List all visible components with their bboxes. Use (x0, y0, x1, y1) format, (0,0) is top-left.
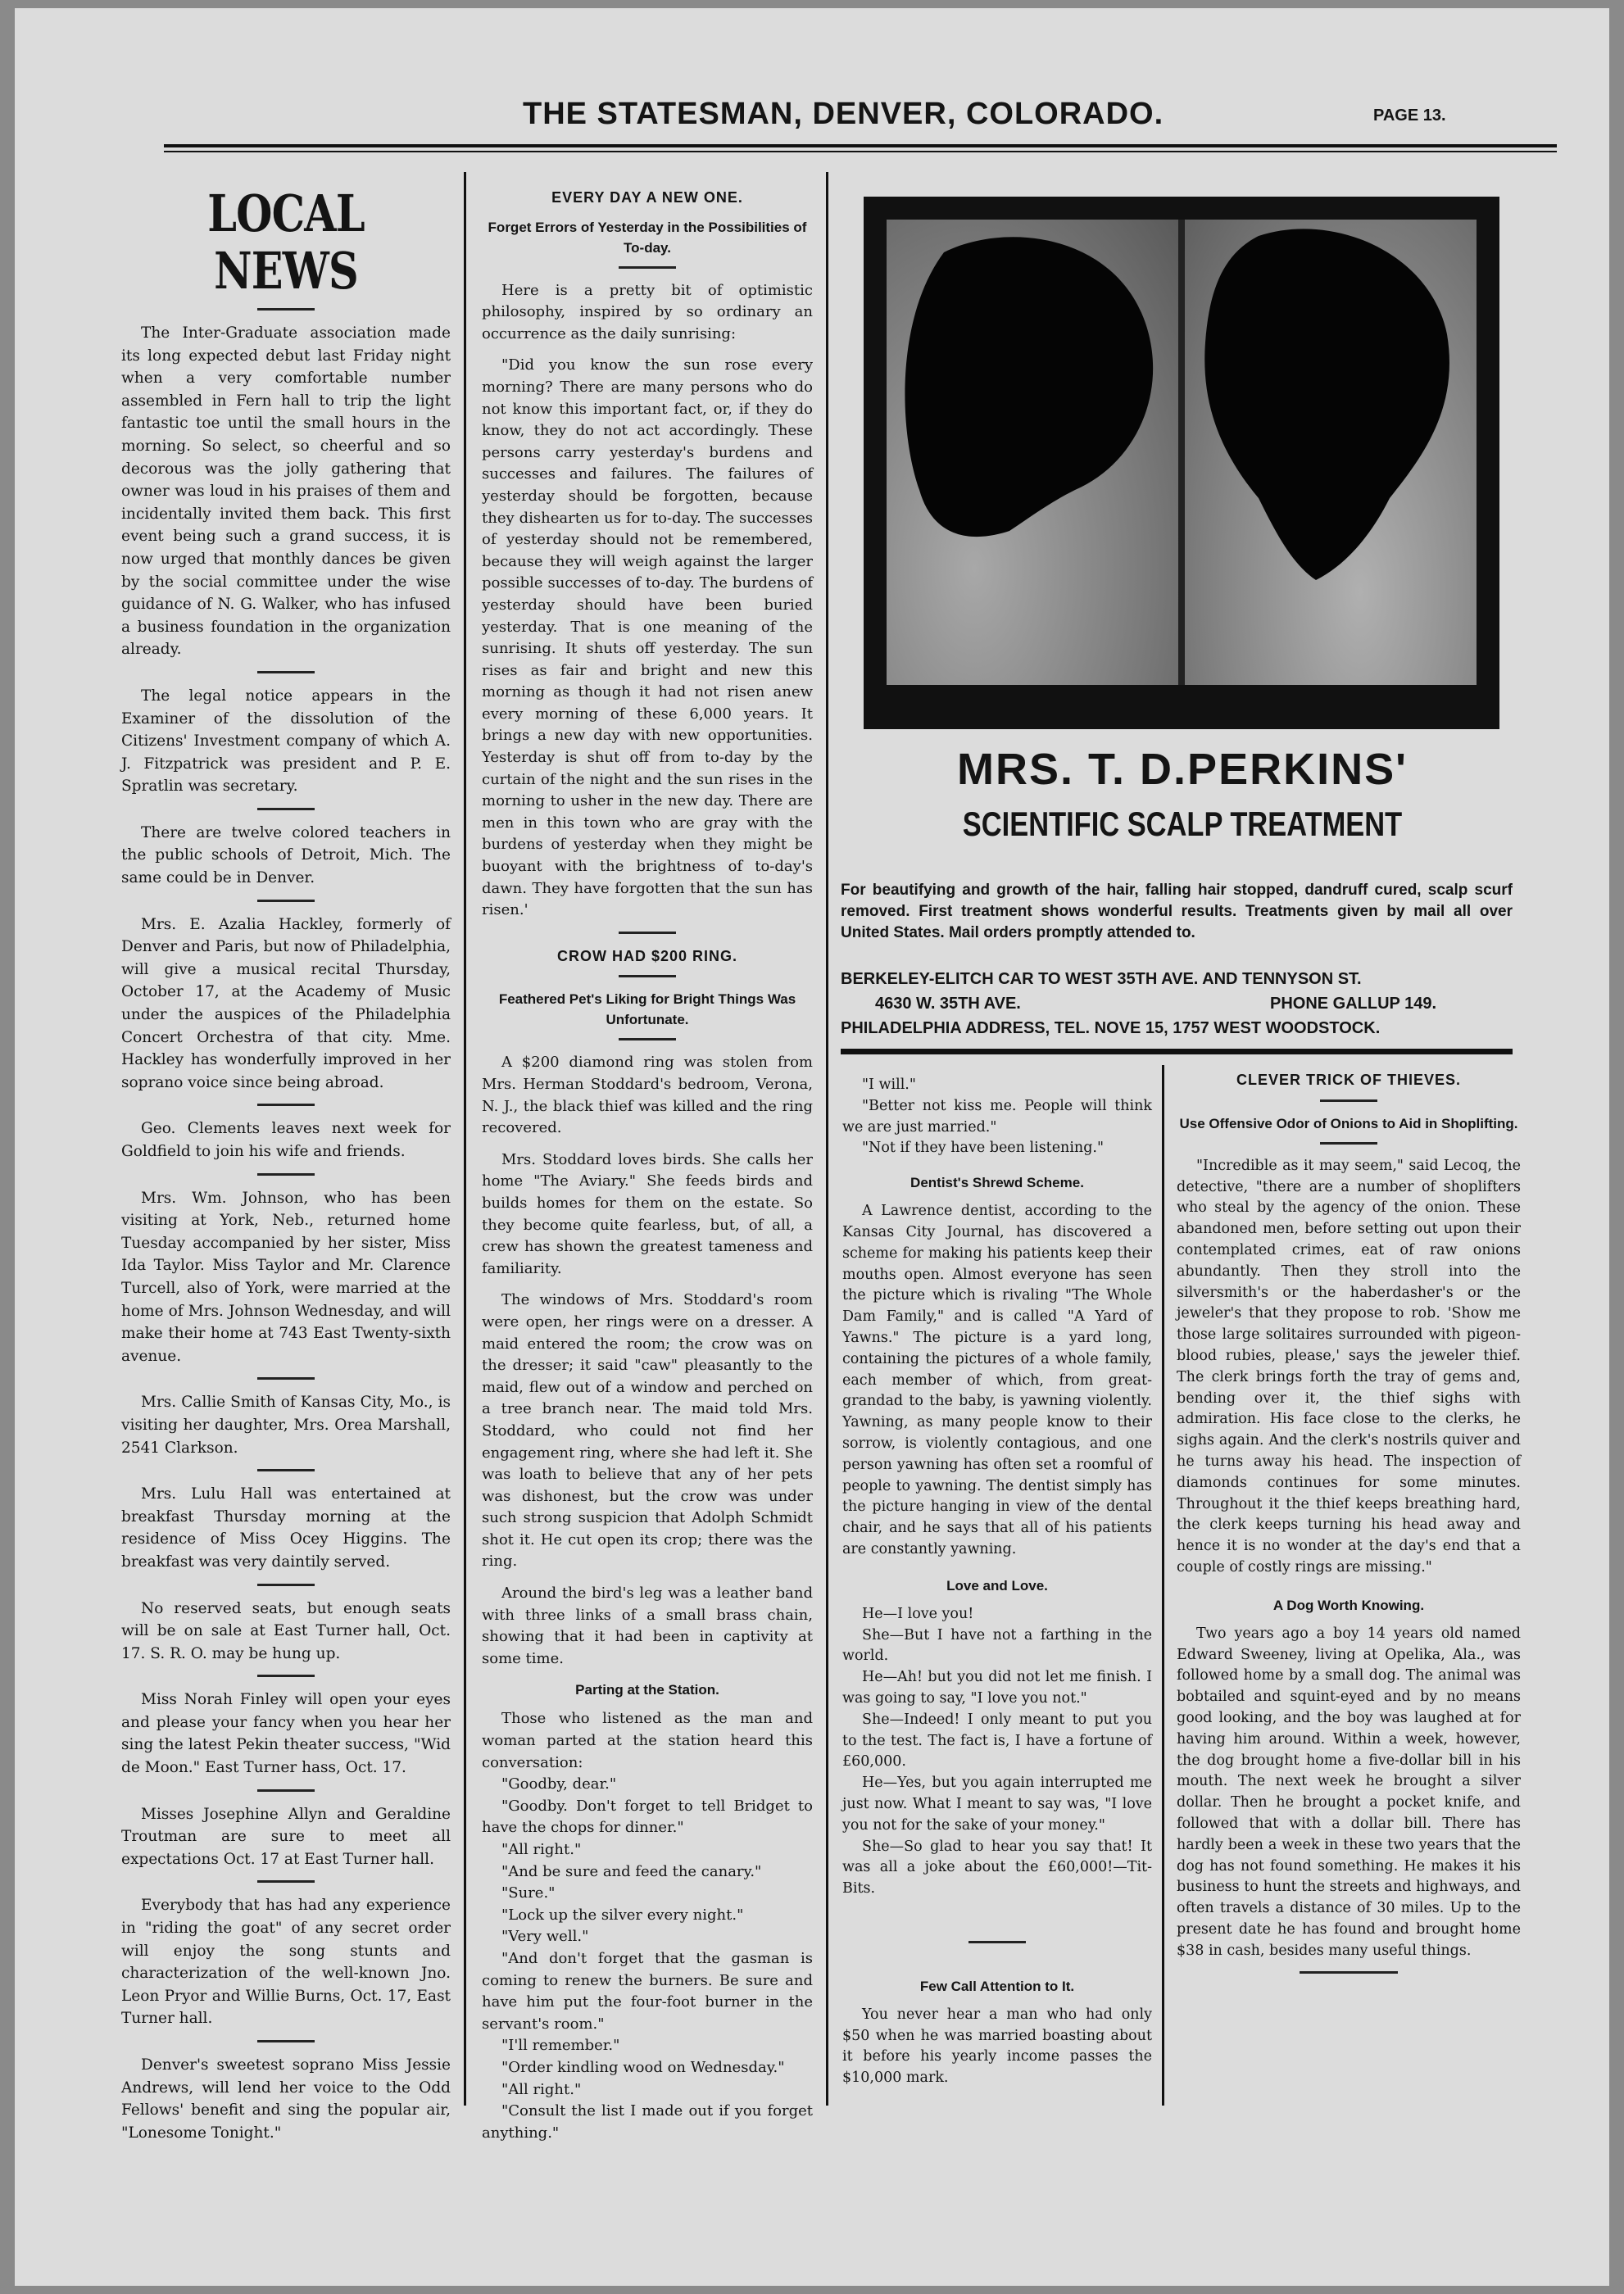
dialogue-line: "I'll remember." (501, 2037, 620, 2055)
separator (257, 1584, 315, 1586)
separator (257, 900, 315, 902)
dialogue-line: "All right." (501, 2080, 582, 2098)
dialogue-line: "And don't forget that the gasman is coming to renew the burners. Be sure and have him put the four-foot burner in the servant's room." (482, 1949, 813, 2033)
column-two (482, 182, 813, 2144)
article-paragraph: Mrs. Stoddard loves birds. She calls her home "The Aviary." She feeds birds and builds homes for them on the estate. So they become quite fearless, but, of all, a crew has shown the greatest tameness and familiarity. (482, 1150, 813, 1277)
news-item: Denver's sweetest soprano Miss Jessie Andrews, will lend her voice to the Odd Fellows' benefit and sing the popular air, "Lonesome Tonight." (121, 2056, 451, 2142)
dialogue-line: "Sure." (501, 1884, 556, 1902)
column-divider (1162, 1065, 1164, 2106)
news-item: There are twelve colored teachers in the public schools of Detroit, Mich. The same could be in Denver. (121, 823, 451, 887)
article-headline: Dentist's Shrewd Scheme. (910, 1175, 1084, 1191)
article-headline: Few Call Attention to It. (919, 1978, 1075, 1994)
article-headline: EVERY DAY A NEW ONE. (551, 189, 743, 206)
dialogue-line: She—So glad to hear you say that! It was all a joke about the £60,000!—Tit-Bits. (842, 1838, 1152, 1897)
advertisement-phone: PHONE GALLUP 149. (1270, 995, 1437, 1013)
separator (257, 308, 315, 311)
head-silhouette-left (887, 220, 1178, 685)
article-paragraph: Around the bird's leg was a leather band with three links of a small brass chain, showing that it had been in captivity at some time. (482, 1584, 813, 1667)
dialogue-line: "Better not kiss me. People will think we are just married." (842, 1097, 1152, 1136)
dialogue-line: "Very well." (501, 1928, 589, 1946)
advertisement-subtitle: SCIENTIFIC SCALP TREATMENT (962, 805, 1403, 843)
column-three (842, 1075, 1152, 2099)
separator (969, 1941, 1026, 1943)
dialogue-line: "I will." (862, 1077, 916, 1093)
news-item: Mrs. Callie Smith of Kansas City, Mo., is visiting her daughter, Mrs. Orea Marshall, 2541 Clarkson. (121, 1394, 451, 1457)
separator (257, 808, 315, 810)
masthead-title: THE STATESMAN, DENVER, COLORADO. (523, 97, 1164, 131)
article-paragraph: A $200 diamond ring was stolen from Mrs. Herman Stoddard's bedroom, Verona, N. J., the black thief was killed and the ring recovered. (482, 1054, 813, 1137)
separator (257, 2040, 315, 2042)
article-body: A Lawrence dentist, according to the Kansas City Journal, has discovered a scheme for making his patients keep their mouths open. Almost everyone has seen the picture which is rivaling "The Whole Dam Family," and is called "A Yard of Yawns." The picture is a yard long, containing the pictures of a whole family, each member of which, from great-grandad to the baby, is yawning violently. Yawning, as many people know to their sorrow, is violently contagious, and one person yawning has often set a roomful of people to yawning. The dentist simply has the picture hanging in view of the dental chair, and he says that all of his patients are constantly yawning. (842, 1203, 1152, 1557)
dialogue-line: "Order kindling wood on Wednesday." (501, 2058, 785, 2076)
article-headline: Love and Love. (946, 1577, 1048, 1594)
news-item: No reserved seats, but enough seats will be on sale at East Turner hall, Oct. 17. S. R. O. may be hung up. (121, 1599, 451, 1662)
separator (257, 671, 315, 673)
advertisement-photo (864, 197, 1499, 729)
column-four (1177, 1065, 1521, 1985)
news-item: Mrs. Wm. Johnson, who has been visiting at York, Neb., returned home Tuesday accompanied by her sister, Miss Ida Taylor. Miss Taylor and Mr. Clarence Turcell, also of York, were married at the home of Mrs. Johnson Wednesday, and will make their home at 743 East Twenty-sixth avenue. (121, 1189, 451, 1365)
article-headline: CROW HAD $200 RING. (556, 947, 738, 964)
advertiser-name: MRS. T. D.PERKINS' (957, 745, 1408, 794)
news-item: Everybody that has had any experience in "riding the goat" of any secret order will enjoy the song stunts and characterization of the well-known Jno. Leon Pryor and Willie Burns, Oct. 17, East Turner hall. (121, 1897, 451, 2028)
dialogue-line: "Lock up the silver every night." (501, 1906, 744, 1924)
dialogue-line: "All right." (501, 1841, 582, 1858)
separator (257, 1377, 315, 1380)
article-subhead: Use Offensive Odor of Onions to Aid in Shoplifting. (1179, 1115, 1518, 1131)
separator (257, 1469, 315, 1471)
newspaper-page (15, 8, 1609, 2286)
separator (257, 1880, 315, 1883)
article-headline: Parting at the Station. (575, 1682, 719, 1698)
separator (619, 1038, 676, 1040)
separator (1300, 1971, 1398, 1974)
article-paragraph: The windows of Mrs. Stoddard's room were open, her rings were on a dresser. A maid entered the room; the crow was on the dresser; it said "caw" pleasantly to the maid, flew out of a window and perched on a tree branch near. The maid told Mrs. Stoddard, who could not find her engagement ring, where she had left it. She was loath to believe that any of her pets was dishonest, but the crow was under such strong suspicion that Adolph Schmidt shot it. He cut open its crop; there was the ring. (482, 1291, 813, 1571)
dialogue-line: "Goodby, dear." (501, 1775, 617, 1793)
advertisement-directions: BERKELEY-ELITCH CAR TO WEST 35TH AVE. AND TENNYSON ST. (841, 970, 1362, 988)
news-item: The Inter-Graduate association made its long expected debut last Friday night when a very comfortable number assembled in Fern hall to trip the light fantastic toe until the small hours in the morning. So select, so cheerful and so decorous was the jolly gathering that owner was loud in his praises of them and incidentally invited them back. This first event being such a grand success, it is now urged that monthly dances be given by the social committee under the wise guidance of N. G. Walker, who has infused a business foundation in the organization already. (121, 324, 451, 659)
article-body: Two years ago a boy 14 years old named Edward Sweeney, living at Opelika, Ala., was followed home by a small dog. The animal was bobtailed and squint-eyed and by no means good looking, and the boy was laughed at for having him around. Within a week, however, the dog brought home a five-dollar bill in his mouth. The next week he brought a silver dollar. Then he brought a pocket knife, and followed that with a dollar bill. There has hardly been a week in these two years that the dog has not found something. He makes it his business to hunt the streets and highways, and often travels a distance of 30 miles. Up to the present date he has found and brought home $38 in cash, besides many useful things. (1177, 1625, 1521, 1959)
dialogue-line: She—But I have not a farthing in the world. (842, 1626, 1152, 1665)
photo-image (887, 220, 1477, 685)
separator (1320, 1099, 1377, 1102)
advertisement-address: 4630 W. 35TH AVE. (875, 995, 1021, 1013)
dialogue-line: "Consult the list I made out if you forget anything." (482, 2102, 813, 2142)
news-item: Mrs. E. Azalia Hackley, formerly of Denver and Paris, but now of Philadelphia, will give a musical recital Thursday, October 17, at the Academy of Music under the auspices of the Philadelphia Concert Orchestra of that city. Mme. Hackley has wonderfully improved in her soprano voice since being abroad. (121, 915, 451, 1091)
separator (257, 1173, 315, 1176)
page-number: PAGE 13. (1373, 107, 1446, 125)
article-headline: CLEVER TRICK OF THIEVES. (1236, 1072, 1462, 1088)
dialogue-line: "Goodby. Don't forget to tell Bridget to have the chops for dinner." (482, 1797, 813, 1837)
dialogue-line: She—Indeed! I only meant to put you to the test. The fact is, I have a fortune of £60,000. (842, 1711, 1152, 1770)
masthead-rule-bottom (164, 151, 1557, 152)
dialogue-line: He—Ah! but you did not let me finish. I was going to say, "I love you not." (842, 1669, 1152, 1707)
news-item: Misses Josephine Allyn and Geraldine Troutman are sure to meet all expectations Oct. 17 at East Turner hall. (121, 1805, 451, 1868)
news-item: Miss Norah Finley will open your eyes and please your fancy when you hear her sing the latest Pekin theater success, "Wid de Moon." East Turner hass, Oct. 17. (121, 1691, 451, 1777)
article-headline: A Dog Worth Knowing. (1272, 1597, 1425, 1613)
separator (1320, 1142, 1377, 1145)
advertisement-body: For beautifying and growth of the hair, falling hair stopped, dandruff cured, scalp scurf removed. First treatment shows wonderful results. Treatments given by mail all over United States. Mail orders promptly attended to. (841, 882, 1513, 941)
dialogue-line: He—I love you! (862, 1605, 974, 1622)
column-divider (826, 172, 828, 2106)
advertisement-philadelphia-address: PHILADELPHIA ADDRESS, TEL. NOVE 15, 1757 WEST WOODSTOCK. (841, 1019, 1381, 1037)
article-body: "Incredible as it may seem," said Lecoq, the detective, "there are a number of shoplifters who steal by the agency of the onion. These abandoned men, before setting out upon their contemplated crimes, eat of raw onions abundantly. Then they stroll into the silversmith's or the haberdasher's or the jeweler's that they propose to rob. 'Show me those large solitaires surrounded with pigeon-blood rubies, please,' says the jeweler thief. The clerk brings forth the tray of gems and, bending over it, the thief sighs with admiration. His face close to the clerks, he sighs again. And the clerk's nostrils quiver and he turns away his head. The inspection of diamonds continues for some minutes. Throughout it the thief keeps breathing hard, the clerk keeps turning his head away and hence it is no wonder at the day's end that a couple of costly rings are missing." (1177, 1157, 1521, 1575)
dialogue-line: "Not if they have been listening." (862, 1140, 1105, 1157)
photo-panel-right (1185, 220, 1477, 685)
separator (257, 1675, 315, 1677)
head-silhouette-right (1185, 220, 1477, 685)
local-news-heading: LOCAL NEWS (207, 184, 365, 301)
separator (619, 266, 676, 269)
article-subhead: Forget Errors of Yesterday in the Possibilities of To-day. (488, 219, 807, 256)
news-item: Geo. Clements leaves next week for Goldfield to join his wife and friends. (121, 1120, 451, 1160)
column-divider (464, 172, 466, 2106)
dialogue-line: Those who listened as the man and woman parted at the station heard this conversation: (482, 1710, 813, 1771)
news-item: Mrs. Lulu Hall was entertained at breakfast Thursday morning at the residence of Miss Ocey Higgins. The breakfast was very daintily served. (121, 1485, 451, 1571)
separator (257, 1104, 315, 1106)
advertisement-rule (841, 1049, 1513, 1054)
separator (619, 975, 676, 977)
masthead-rule-top (164, 144, 1557, 147)
separator (257, 1789, 315, 1792)
article-lead: Here is a pretty bit of optimistic philosophy, inspired by so ordinary an occurrence as the daily sunrising: (482, 281, 813, 342)
separator (619, 932, 676, 934)
dialogue-line: "And be sure and feed the canary." (501, 1862, 762, 1880)
dialogue-line: He—Yes, but you again interrupted me just now. What I meant to say was, "I love you not for the sake of your money." (842, 1775, 1152, 1834)
article-subhead: Feathered Pet's Liking for Bright Things Was Unfortunate. (498, 991, 796, 1028)
article-body: "Did you know the sun rose every morning? There are many persons who do not know this important fact, or, if they do know, they do not act accordingly. These persons carry yesterday's burdens and successes and failures. The failures of yesterday should be forgotten, because they dishearten us for to-day. The successes of yesterday should not be remembered, because they will weigh against the larger possible successes of to-day. The burdens of yesterday should have been buried yesterday. That is one meaning of the sunrising. It shuts off yesterday. The sun rises as fair and bright and new this morning as though it had not risen anew every morning of these 6,000 years. It brings a new day with new opportunities. Yesterday is shut off from to-day by the curtain of the night and the sun rises in the morning to usher in the new day. There are men in this town who are gray with the burdens of yesterday when they might be buoyant with the brightness of to-day's dawn. They have forgotten that the sun has risen.' (482, 356, 813, 919)
article-body: You never hear a man who had only $50 when he was married boasting about it before his yearly income passes the $10,000 mark. (842, 2006, 1152, 2087)
news-item: The legal notice appears in the Examiner of the dissolution of the Citizens' Investment company of which A. J. Fitzpatrick was president and P. E. Spratlin was secretary. (121, 687, 451, 796)
local-news-column (121, 169, 451, 2154)
photo-divider (1178, 220, 1185, 685)
photo-panel-left (887, 220, 1178, 685)
